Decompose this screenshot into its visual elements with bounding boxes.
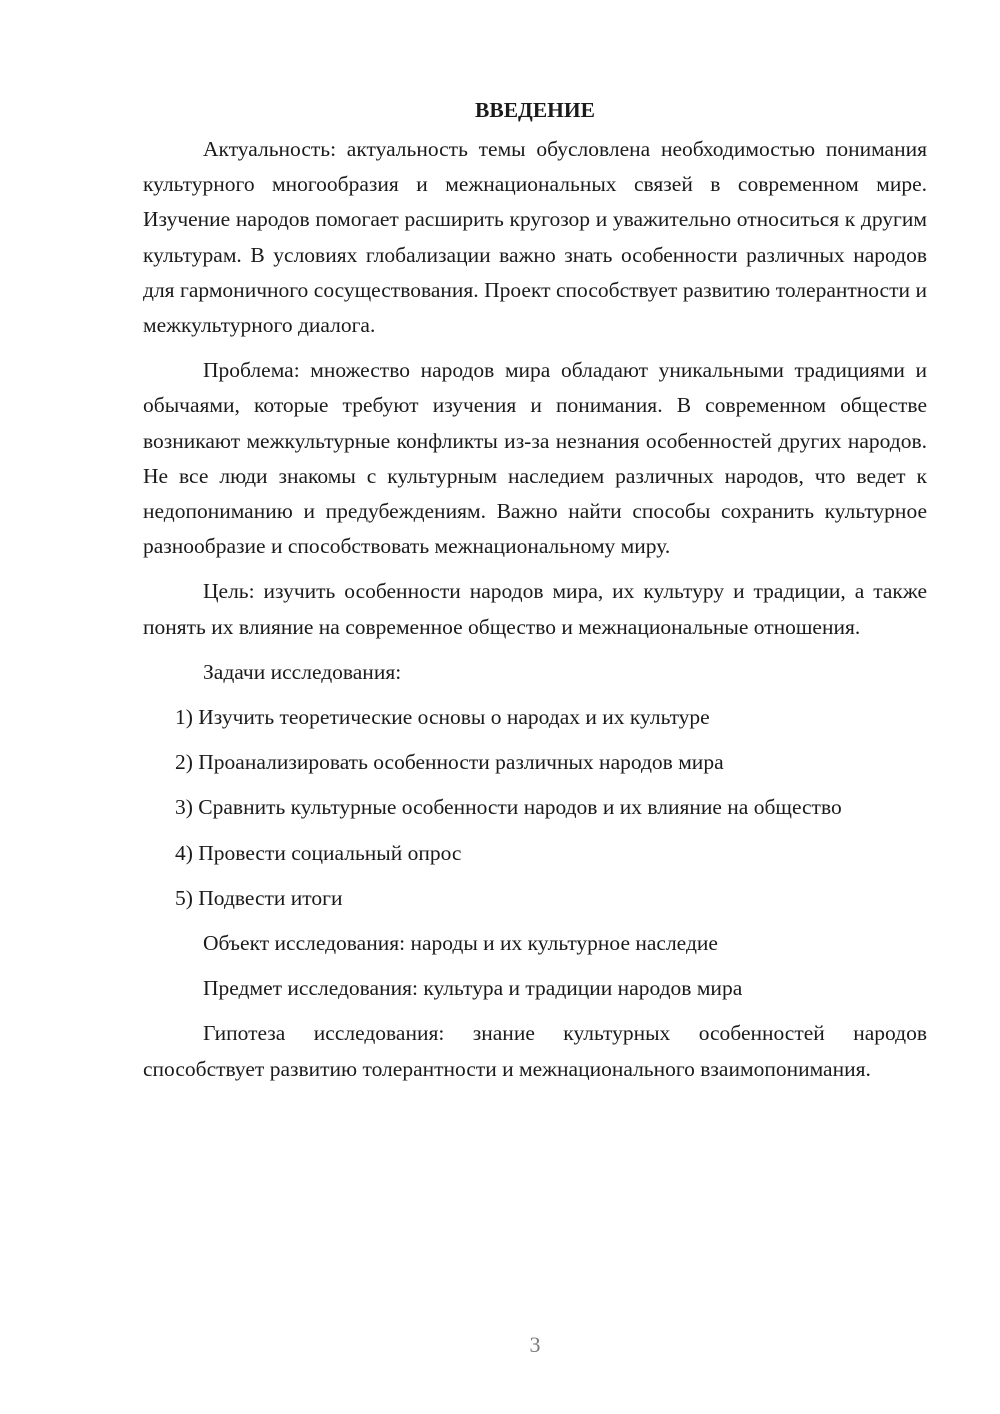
task-item-5: 5) Подвести итоги [175,885,343,910]
task-item-2: 2) Проанализировать особенности различных народов мира [175,750,724,775]
page-title: ВВЕДЕНИЕ [475,98,595,122]
problem-paragraph: Проблема: множество народов мира обладают уникальными традициями и обычаями, которые требуют изучения и понимания. В современном обществе возникают межкультурные конфликты из-за незнания особенностей других народов. Не все люди знакомы с культурным наследием различных народов, что ведет к недопониманию и предубеждениям. Важно найти способы сохранить культурное разнообразие и способствовать межнациональному миру. [143,358,927,559]
hypothesis-paragraph: Гипотеза исследования: знание культурных особенностей народов способствует развитию толерантности и межнационального взаимопонимания. [143,1021,927,1081]
task-item-3: 3) Сравнить культурные особенности народов и их влияние на общество [175,795,842,820]
research-subject-paragraph: Предмет исследования: культура и традиции народов мира [203,976,743,1001]
goal-paragraph: Цель: изучить особенности народов мира, их культуру и традиции, а также понять их влияние на современное общество и межнациональные отношения. [143,579,927,639]
tasks-heading: Задачи исследования: [203,659,402,684]
document-body [143,92,927,1097]
research-object-paragraph: Объект исследования: народы и их культурное наследие [203,931,718,956]
relevance-paragraph: Актуальность: актуальность темы обусловлена необходимостью понимания культурного многообразия и межнациональных связей в современном мире. Изучение народов помогает расширить кругозор и уважительно относиться к другим культурам. В условиях глобализации важно знать особенности различных народов для гармоничного сосуществования. Проект способствует развитию толерантности и межкультурного диалога. [143,137,927,338]
task-item-4: 4) Провести социальный опрос [175,840,462,865]
page-number: 3 [529,1332,541,1357]
task-item-1: 1) Изучить теоретические основы о народах и их культуре [175,705,710,730]
